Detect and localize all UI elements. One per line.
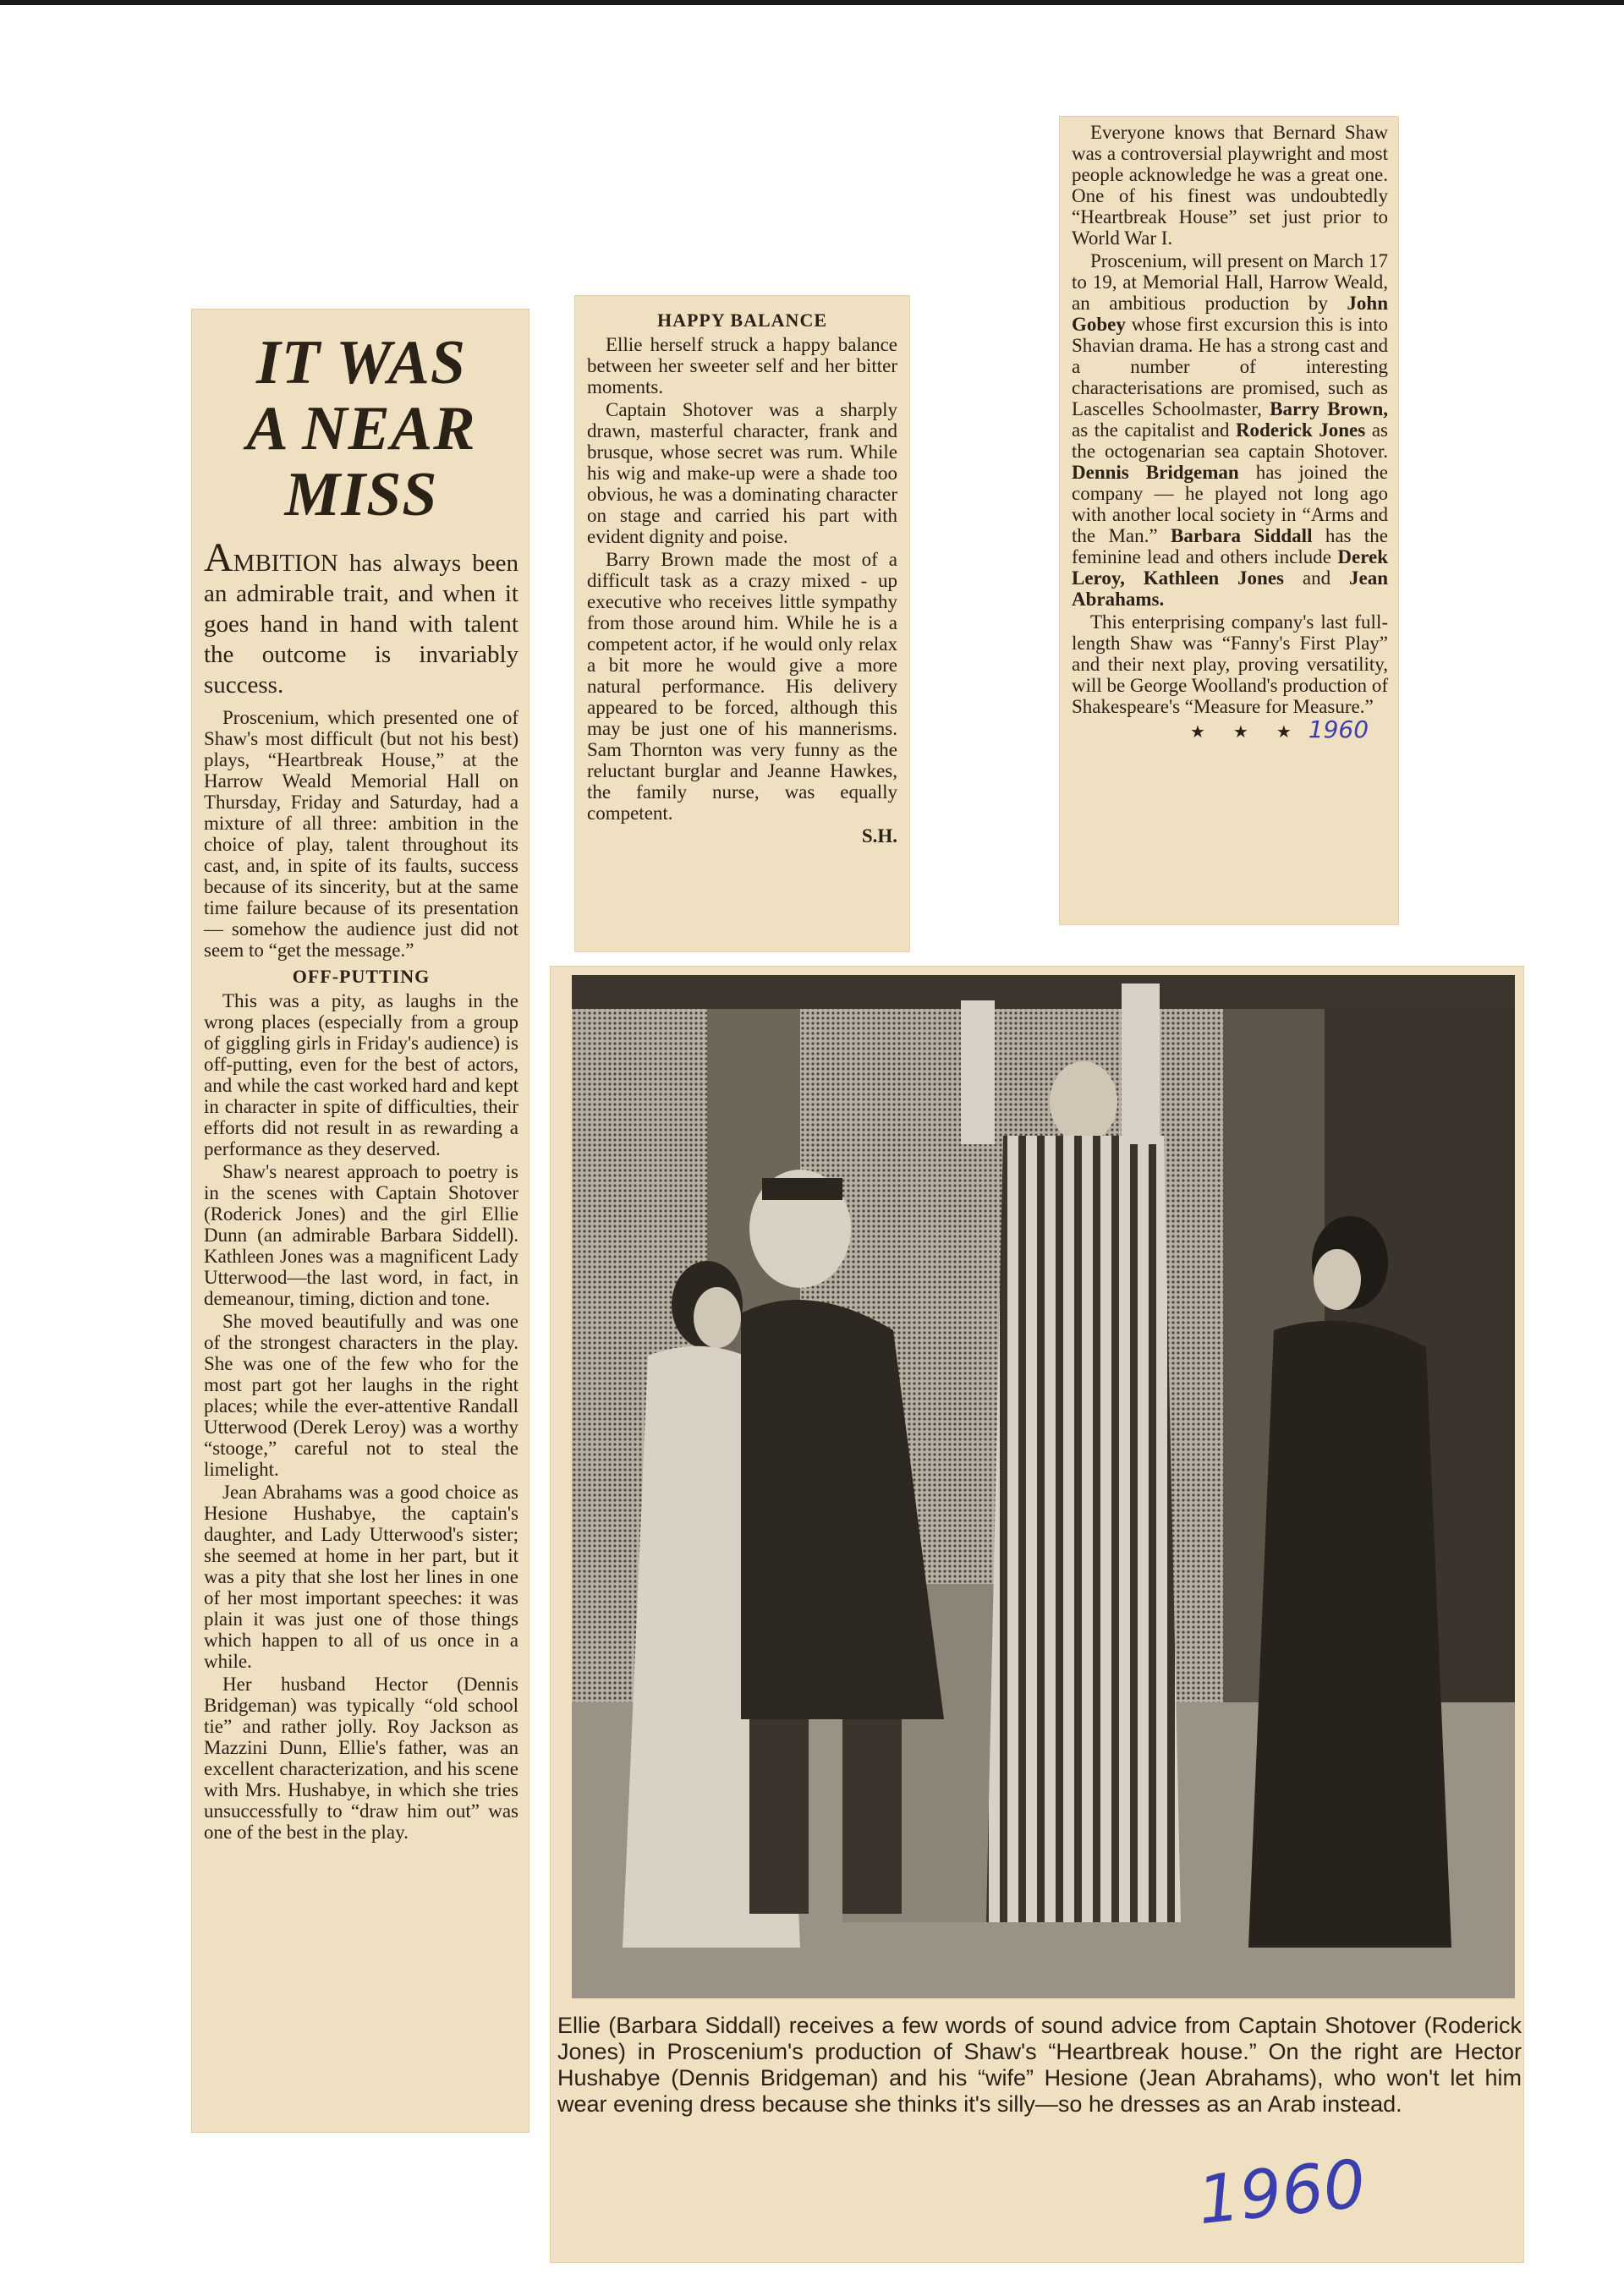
stage-photograph bbox=[572, 975, 1515, 1998]
name-bold: Barbara Siddall bbox=[1170, 525, 1313, 546]
handwritten-year-note: 1960 bbox=[1308, 715, 1369, 743]
name-bold: Roderick Jones bbox=[1235, 419, 1366, 441]
clipping-review-continued bbox=[575, 296, 909, 951]
text-run: whose first excursion this is into Shavian drama. He has a strong cast and a number of interesting characterisations are promised, such as Lascelles Schoolmaster, bbox=[1072, 314, 1388, 419]
text-run: has the feminine lead and others include bbox=[1072, 525, 1388, 567]
lead-text: MBITION has always been an admirable trait, and when it goes hand in hand with talent the outcome is invariably success. bbox=[204, 550, 518, 699]
paragraph: She moved beautifully and was one of the strongest characters in the play. She was one of the few who for the most part got her laughs in the right places; while the ever-attentive Randall Utterwood (Derek Leroy) was a worthy “stooge,” careful not to steal the limelight. bbox=[204, 1311, 518, 1480]
name-bold: Derek Leroy, Kathleen Jones bbox=[1072, 546, 1388, 589]
paragraph: Everyone knows that Bernard Shaw was a controversial playwright and most people acknowledge he was a great one. One of his finest was undoubtedly “Heartbreak House” set just prior to World War I. bbox=[1072, 122, 1388, 249]
paragraph: Captain Shotover was a sharply drawn, masterful character, frank and brusque, whose secret was rum. While his wig and make-up were a shade too obvious, he was a dominating character on stage and carried his part with evident dignity and poise. bbox=[587, 399, 897, 547]
name-bold: Dennis Bridgeman bbox=[1072, 462, 1239, 483]
name-bold: John Gobey bbox=[1072, 293, 1388, 335]
text-run: has joined the company — he played not long ago with another local society in “Arms and the Man.” bbox=[1072, 462, 1389, 546]
headline-line-1: IT WAS bbox=[256, 328, 466, 397]
paragraph: Proscenium, which presented one of Shaw's most difficult (but not his best) plays, “Heartbreak House,” at the Harrow Weald Memorial Hall on Thursday, Friday and Saturday, had a mixture of all three: ambition in the choice of play, talent throughout its cast, and, in spite of its faults, success because of its sincerity, but at the same time failure because of its presentation — somehow the audience just did not seem to “get the message.” bbox=[204, 707, 518, 961]
stage-top-border bbox=[572, 975, 1515, 1009]
text-run: as the octogenarian sea captain Shotover. bbox=[1072, 419, 1388, 462]
subheading-off-putting: OFF-PUTTING bbox=[292, 966, 431, 987]
paragraph: Ellie herself struck a happy balance between her sweeter self and her bitter moments. bbox=[587, 334, 897, 397]
subheading-happy-balance: HAPPY BALANCE bbox=[656, 310, 828, 331]
headline-line-3: MISS bbox=[284, 460, 438, 529]
headline-line-2: A NEAR bbox=[246, 394, 476, 463]
scan-top-edge bbox=[0, 0, 1624, 5]
byline: S.H. bbox=[861, 825, 897, 847]
paragraph: This was a pity, as laughs in the wrong places (especially from a group of giggling girls in Friday's audience) is off-putting, even for the best of actors, and while the cast worked hard and kept in character in spite of difficulties, their efforts did not result in as rewarding a performance as they deserved. bbox=[204, 990, 518, 1159]
paragraph: Barry Brown made the most of a difficult task as a crazy mixed - up executive who receives little sympathy from those around him. While he is a competent actor, if he would only relax a bit more he would give a more natural performance. His delivery appeared to be forced, although this may be just one of his mannerisms. Sam Thornton was very funny as the reluctant burglar and Jeanne Hawkes, the family nurse, was equally competent. bbox=[587, 549, 897, 824]
lead-paragraph bbox=[204, 535, 518, 700]
paragraph: This enterprising company's last full-length Shaw was “Fanny's First Play” and their next play, proving versatility, will be George Woolland's production of Shakespeare's “Measure for Measure.” bbox=[1072, 611, 1388, 717]
paragraph: Jean Abrahams was a good choice as Hesione Hushabye, the captain's daughter, and Lady Utterwood's sister; she seemed at home in her part, but it was a pity that she lost her lines in one of her most important speeches: it was plain it was just one of those things which happen to all of us once in a while. bbox=[204, 1482, 518, 1672]
clipping-review-main bbox=[192, 310, 529, 2132]
headline bbox=[204, 330, 518, 528]
star-divider: ★ ★ ★ bbox=[1190, 723, 1303, 742]
clipping-photo bbox=[551, 967, 1523, 2262]
name-bold: Barry Brown, bbox=[1270, 398, 1389, 419]
text-run: and bbox=[1284, 567, 1349, 589]
paragraph: Her husband Hector (Dennis Bridgeman) was typically “old school tie” and rather jolly. Roy Jackson as Mazzini Dunn, Ellie's father, was an excellent characterization, and his scene with Mrs. Hushabye, in which she tries unsuccessfully to “draw him out” was one of the best in the play. bbox=[204, 1674, 518, 1843]
text-run: Proscenium, will present on March 17 to 19, at Memorial Hall, Harrow Weald, an ambitious production by bbox=[1072, 250, 1388, 314]
photo-caption: Ellie (Barbara Siddall) receives a few words of sound advice from Captain Shotover (Roderick Jones) in Proscenium's production of Shaw's “Heartbreak house.” On the right are Hector Hushabye (Dennis Bridgeman) and his “wife” Hesione (Jean Abrahams), who won't let him wear evening dress because she thinks it's silly—so he dresses as an Arab instead. bbox=[557, 2013, 1522, 2117]
handwritten-year: 1960 bbox=[1193, 2145, 1369, 2240]
text-run: as the capitalist and bbox=[1072, 419, 1236, 441]
paragraph-cast-list bbox=[1072, 250, 1388, 610]
name-bold: Jean Abrahams. bbox=[1072, 567, 1388, 610]
clipping-preview-notice bbox=[1060, 117, 1398, 924]
clipping-end bbox=[1072, 715, 1388, 743]
paragraph: Shaw's nearest approach to poetry is in the scenes with Captain Shotover (Roderick Jones) and the girl Ellie Dunn (an admirable Barbara Siddell). Kathleen Jones was a magnificent Lady Utterwood—the last word, in fact, in demeanour, timing, diction and tone. bbox=[204, 1161, 518, 1309]
drop-cap: A bbox=[204, 535, 233, 580]
